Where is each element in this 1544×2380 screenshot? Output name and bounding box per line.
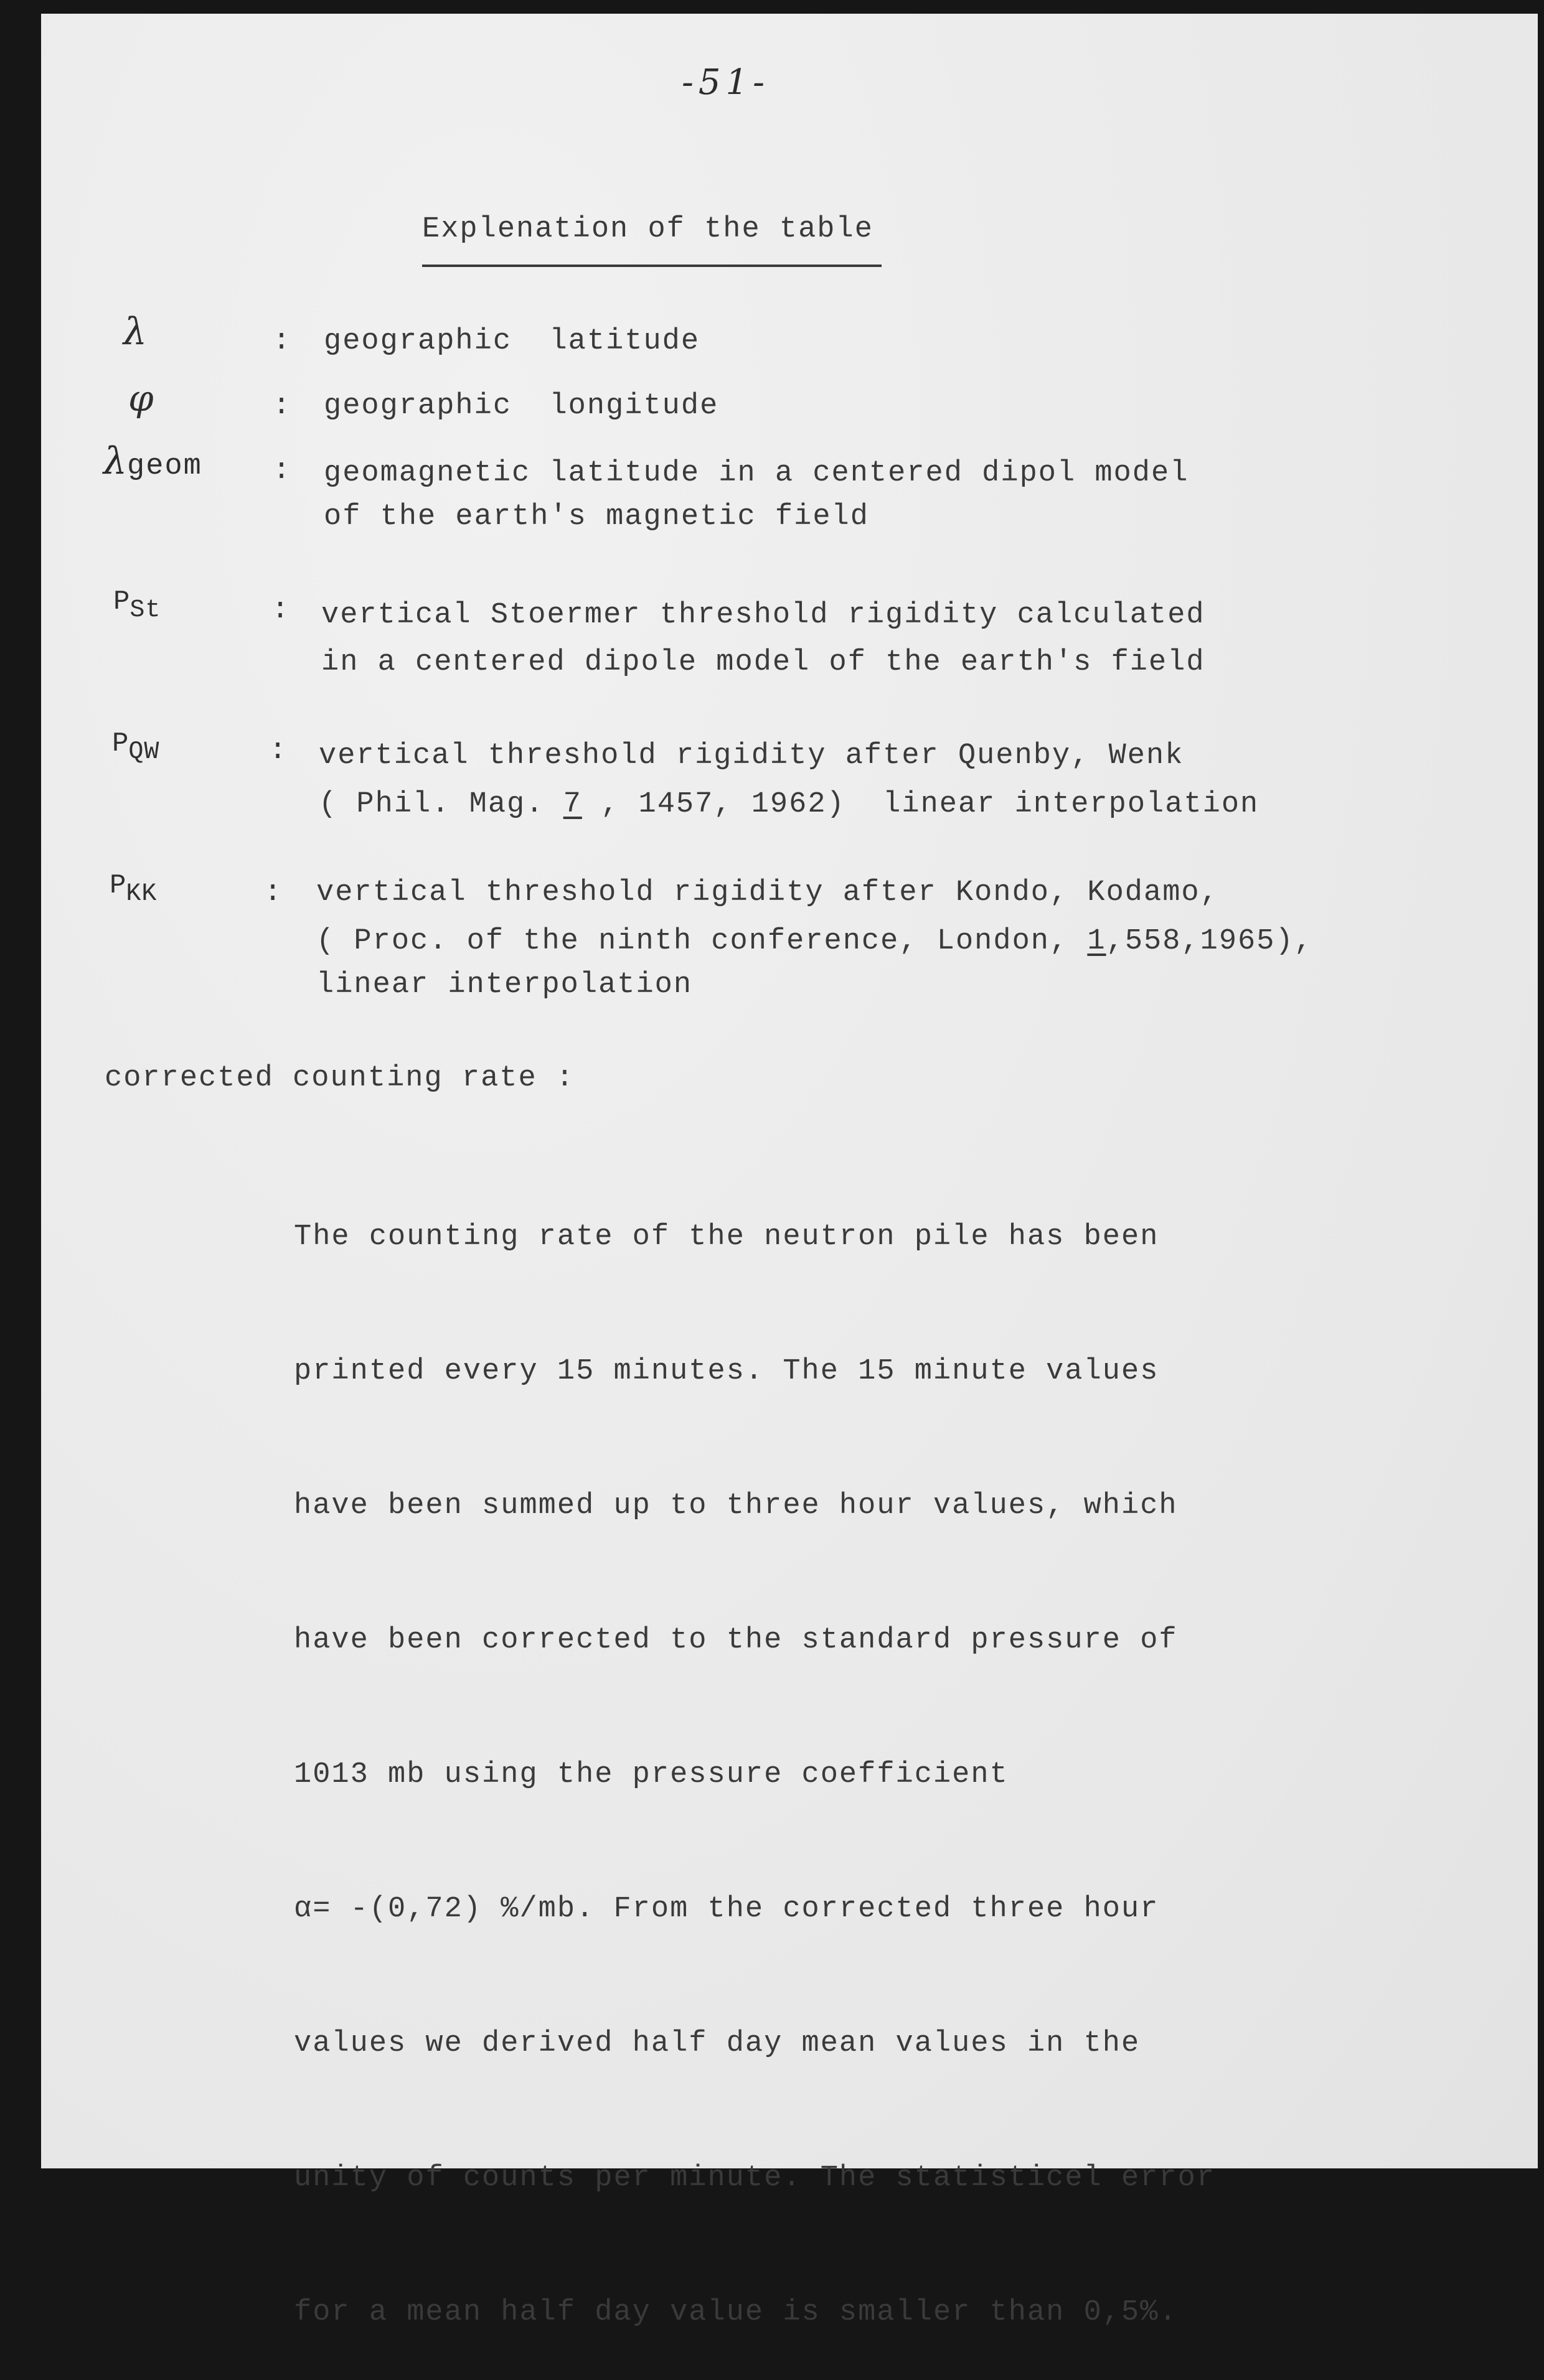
definition-citation: ( Proc. of the ninth conference, London, 1,558,1965), <box>316 925 1313 958</box>
colon: : <box>273 454 291 487</box>
page-number: -51- <box>682 62 770 103</box>
definition-text: linear interpolation <box>316 968 693 1001</box>
paragraph-line: unity of counts per minute. The statisticel error <box>294 2162 1216 2195</box>
definition-text: of the earth's magnetic field <box>324 500 869 533</box>
section-heading: corrected counting rate : <box>105 1062 575 1095</box>
symbol-p-kk: PKK <box>110 870 158 908</box>
colon: : <box>269 734 287 767</box>
symbol-p-st: PSt <box>113 586 161 624</box>
symbol-phi: φ <box>128 377 154 419</box>
symbol-lambda-geom: λgeom <box>103 439 202 483</box>
paragraph-line: 1013 mb using the pressure coefficient <box>294 1758 1009 1791</box>
paragraph-line: have been summed up to three hour values, which <box>294 1489 1178 1522</box>
colon: : <box>273 390 291 423</box>
page-title: Explenation of the table <box>422 213 873 246</box>
colon: : <box>271 594 290 627</box>
paragraph-line: α= -(0,72) %/mb. From the corrected three hour <box>294 1893 1159 1926</box>
definition-text: in a centered dipole model of the earth's field <box>321 646 1205 679</box>
symbol-p-qw: PQW <box>112 728 160 766</box>
paragraph <box>294 1125 1215 2380</box>
colon: : <box>273 325 291 358</box>
definition-text: vertical threshold rigidity after Kondo, Kodamo, <box>316 876 1219 909</box>
paragraph-line: The counting rate of the neutron pile has been <box>294 1220 1159 1253</box>
colon: : <box>264 876 282 909</box>
paragraph-line: printed every 15 minutes. The 15 minute values <box>294 1355 1159 1388</box>
definition-text: geomagnetic latitude in a centered dipol model <box>324 457 1189 490</box>
definition-text: vertical Stoermer threshold rigidity calculated <box>321 599 1205 632</box>
definition-citation: ( Phil. Mag. 7 , 1457, 1962) linear interpolation <box>319 788 1259 821</box>
definition-text: geographic longitude <box>324 390 719 423</box>
paragraph-line: have been corrected to the standard pressure of <box>294 1624 1178 1657</box>
title-underline <box>422 265 882 267</box>
definition-text: geographic latitude <box>324 325 700 358</box>
paragraph-line: values we derived half day mean values in the <box>294 2027 1141 2060</box>
symbol-lambda: λ <box>123 310 148 354</box>
paragraph-line: for a mean half day value is smaller than 0,5%. <box>294 2296 1178 2329</box>
definition-text: vertical threshold rigidity after Quenby, Wenk <box>319 739 1184 772</box>
